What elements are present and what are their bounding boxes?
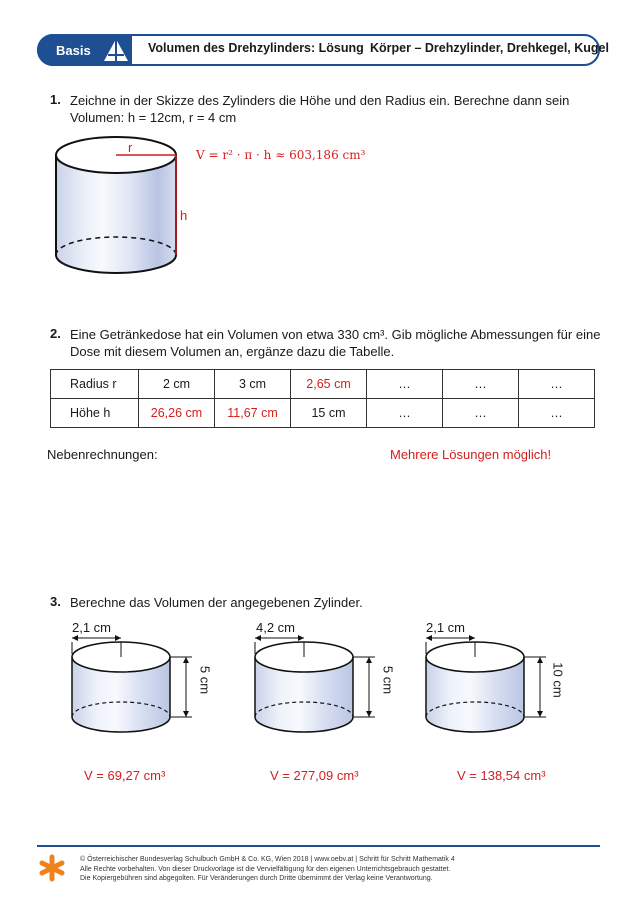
table-cell: … xyxy=(443,399,519,428)
cylinder-b-height-label: 5 cm xyxy=(380,665,396,695)
table-cell: 15 cm xyxy=(291,399,367,428)
task2-number: 2. xyxy=(50,326,61,341)
task3-text: Berechne das Volumen der angegebenen Zylinder. xyxy=(70,595,363,610)
table-cell: 2 cm xyxy=(139,370,215,399)
table-row-height xyxy=(51,399,595,428)
side-calculations-label: Nebenrechnungen: xyxy=(47,447,158,462)
cylinder-a xyxy=(66,618,216,740)
cylinder-c-height-label: 10 cm xyxy=(550,662,566,698)
table-cell-solution: 26,26 cm xyxy=(139,399,215,428)
task3-number: 3. xyxy=(50,594,61,609)
publisher-logo-icon xyxy=(38,853,66,883)
cylinder-c-result: V = 138,54 cm³ xyxy=(457,768,546,783)
cylinder-c xyxy=(420,618,570,740)
cylinder-a-radius-label: 2,1 cm xyxy=(72,620,112,635)
cylinder-c-radius-label: 2,1 cm xyxy=(426,620,466,635)
table-cell: … xyxy=(367,399,443,428)
table-cell: 3 cm xyxy=(215,370,291,399)
copyright-line1: © Österreichischer Bundesverlag Schulbuch GmbH & Co. KG, Wien 2018 | www.oebv.at | Schritt für Schritt Mathematik 4 xyxy=(80,856,455,863)
cylinder-a-result: V = 69,27 cm³ xyxy=(84,768,166,783)
task1-text-line2: Volumen: h = 12cm, r = 4 cm xyxy=(70,110,237,125)
page-title: Volumen des Drehzylinders: Lösung xyxy=(148,41,364,55)
table-cell: Radius r xyxy=(51,370,139,399)
level-badge-label: Basis xyxy=(56,43,91,58)
cylinder-b xyxy=(249,618,399,740)
cylinder-b-radius-label: 4,2 cm xyxy=(256,620,296,635)
cylinder-a-height-label: 5 cm xyxy=(197,665,213,695)
table-cell-solution: 2,65 cm xyxy=(291,370,367,399)
multiple-solutions-note: Mehrere Lösungen möglich! xyxy=(390,447,552,462)
table-cell-solution: 11,67 cm xyxy=(215,399,291,428)
table-cell: … xyxy=(367,370,443,399)
table-row-radius xyxy=(51,370,595,399)
radius-label: r xyxy=(128,140,133,155)
task1-text-line1: Zeichne in der Skizze des Zylinders die Höhe und den Radius ein. Berechne dann sein xyxy=(70,93,570,108)
level-triangle-icon xyxy=(102,37,130,63)
task2-text-line2: Dose mit diesem Volumen an, ergänze dazu die Tabelle. xyxy=(70,344,395,359)
task1-cylinder-sketch xyxy=(50,135,190,285)
can-dimensions-table xyxy=(50,369,595,428)
table-cell: … xyxy=(443,370,519,399)
page-topic: Körper – Drehzylinder, Drehkegel, Kugel xyxy=(370,41,609,55)
table-cell: … xyxy=(519,370,595,399)
cylinder-b-result: V = 277,09 cm³ xyxy=(270,768,359,783)
task2-text-line1: Eine Getränkedose hat ein Volumen von etwa 330 cm³. Gib mögliche Abmessungen für eine xyxy=(70,327,601,342)
task1-solution-formula: V = r² · π · h ≈ 603,186 cm³ xyxy=(196,148,366,162)
table-cell: Höhe h xyxy=(51,399,139,428)
task1-number: 1. xyxy=(50,92,61,107)
copyright-line2: Alle Rechte vorbehalten. Von dieser Druckvorlage ist die Vervielfältigung für den eigenen Unterrichtsgebrauch gestattet. xyxy=(80,865,451,873)
copyright-notice xyxy=(80,855,455,884)
table-cell: … xyxy=(519,399,595,428)
footer-divider xyxy=(37,845,600,847)
copyright-line3: Die Kopiergebühren sind abgegolten. Für Veränderungen durch Dritte übernimmt der Verlag keine Verantwortung. xyxy=(80,875,433,882)
height-label: h xyxy=(180,208,188,223)
